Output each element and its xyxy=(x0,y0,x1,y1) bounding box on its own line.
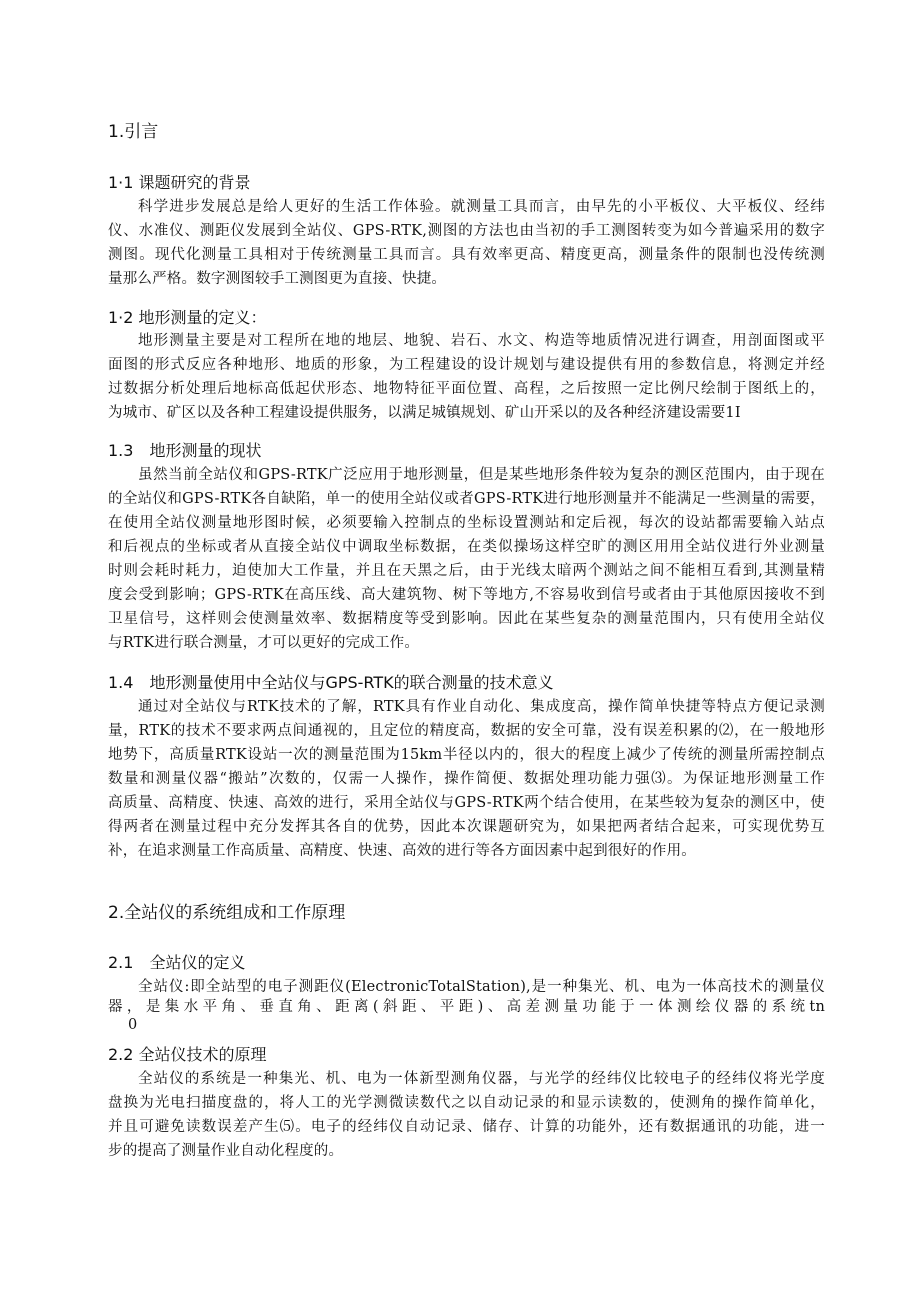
paragraph-line: 步的提高了测量作业自动化程度的。 xyxy=(108,1143,344,1159)
paragraph-line: 并且可避免读数误差产生⑸。电子的经纬仪自动记录、储存、计算的功能外，还有数据通讯的功能，进一 xyxy=(108,1119,825,1135)
section-heading: 1.4 地形测量使用中全站仪与GPS-RTK的联合测量的技术意义 xyxy=(108,673,554,692)
paragraph-line: 量，RTK的技术不要求两点间通视的，且定位的精度高，数据的安全可靠，没有误差积累的⑵，在一般地形 xyxy=(108,723,825,739)
paragraph-line: 卫星信号，这样则会使测量效率、数据精度等受到影响。因此在某些复杂的测量范围内，只有使用全站仪 xyxy=(108,611,825,627)
paragraph-line: 通过对全站仪与RTK技术的了解，RTK具有作业自动化、集成度高，操作简单快捷等特点方便记录测 xyxy=(138,699,825,715)
paragraph-line: 数量和测量仪器“搬站”次数的，仅需一人操作，操作简便、数据处理功能力强⑶。为保证地形测量工作 xyxy=(108,771,825,787)
paragraph-line: 在使用全站仪测量地形图时候，必须要输入控制点的坐标设置测站和定后视，每次的设站都需要输入站点 xyxy=(108,515,825,531)
paragraph-line: 得两者在测量过程中充分发挥其各自的优势，因此本次课题研究为，如果把两者结合起来，可实现优势互 xyxy=(108,819,825,835)
section-heading: 2.2 全站仪技术的原理 xyxy=(108,1045,267,1064)
paragraph-line: 高质量、高精度、快速、高效的进行，采用全站仪与GPS-RTK两个结合使用，在某些较为复杂的测区中，使 xyxy=(108,795,825,811)
section-heading: 1·1 课题研究的背景 xyxy=(108,173,251,192)
paragraph-line: 面图的形式反应各种地形、地质的形象，为工程建设的设计规划与建设提供有用的参数信息，将测定并经 xyxy=(108,357,825,373)
paragraph-line: 为城市、矿区以及各种工程建设提供服务，以满足城镇规划、矿山开采以的及各种经济建设需要1I xyxy=(108,405,741,421)
paragraph-line: 0 xyxy=(128,1017,138,1033)
paragraph-line: 虽然当前全站仪和GPS-RTK广泛应用于地形测量，但是某些地形条件较为复杂的测区范围内，由于现在 xyxy=(138,467,825,483)
paragraph-line: 盘换为光电扫描度盘的，将人工的光学测微读数代之以自动记录的和显示读数的，使测角的操作简单化， xyxy=(108,1095,825,1111)
paragraph-line: 时则会耗时耗力，迫使加大工作量，并且在天黑之后，由于光线太暗两个测站之间不能相互看到,其测量精 xyxy=(108,563,825,579)
section-heading: 1.3 地形测量的现状 xyxy=(108,441,262,460)
paragraph-line: 与RTK进行联合测量，才可以更好的完成工作。 xyxy=(108,635,420,651)
paragraph-line: 度会受到影响；GPS-RTK在高压线、高大建筑物、树下等地方,不容易收到信号或者由于其他原因接收不到 xyxy=(108,587,825,603)
paragraph-line: 地势下，高质量RTK设站一次的测量范围为15km半径以内的，很大的程度上减少了传统的测量所需控制点 xyxy=(108,747,825,763)
paragraph-line: 补，在追求测量工作高质量、高精度、快速、高效的进行等各方面因素中起到很好的作用。 xyxy=(108,843,696,859)
paragraph-line: 地形测量主要是对工程所在地的地层、地貌、岩石、水文、构造等地质情况进行调查，用剖面图或平 xyxy=(138,333,825,349)
paragraph-line: 过数据分析处理后地标高低起伏形态、地物特征平面位置、高程，之后按照一定比例尺绘制于图纸上的， xyxy=(108,381,825,397)
section-heading: 2.1 全站仪的定义 xyxy=(108,953,246,972)
paragraph-line: 量那么严格。数字测图较手工测图更为直接、快捷。 xyxy=(108,271,447,287)
paragraph-line: 仪、水准仪、测距仪发展到全站仪、GPS-RTK,测图的方法也由当初的手工测图转变为如今普遍采用的数字 xyxy=(108,223,825,239)
section-heading: 2.全站仪的系统组成和工作原理 xyxy=(108,903,346,923)
paragraph-line: 全站仪:即全站型的电子测距仪(ElectronicTotalStation),是一种集光、机、电为一体高技术的测量仪 xyxy=(138,979,825,995)
paragraph-line: 科学进步发展总是给人更好的生活工作体验。就测量工具而言，由早先的小平板仪、大平板仪、经纬 xyxy=(138,199,825,215)
paragraph-line: 的全站仪和GPS-RTK各自缺陷，单一的使用全站仪或者GPS-RTK进行地形测量并不能满足一些测量的需要， xyxy=(108,491,825,507)
paragraph-line: 测图。现代化测量工具相对于传统测量工具而言。具有效率更高、精度更高，测量条件的限制也没传统测 xyxy=(108,247,825,263)
paragraph-line: 器，是集水平角、垂直角、距离(斜距、平距)、高差测量功能于一体测绘仪器的系统tn xyxy=(108,999,825,1015)
section-heading: 1.引言 xyxy=(108,122,159,142)
section-heading: 1·2 地形测量的定义： xyxy=(108,308,267,327)
paragraph-line: 和后视点的坐标或者从直接全站仪中调取坐标数据，在类似操场这样空旷的测区用用全站仪进行外业测量 xyxy=(108,539,825,555)
paragraph-line: 全站仪的系统是一种集光、机、电为一体新型测角仪器，与光学的经纬仪比较电子的经纬仪将光学度 xyxy=(138,1071,825,1087)
